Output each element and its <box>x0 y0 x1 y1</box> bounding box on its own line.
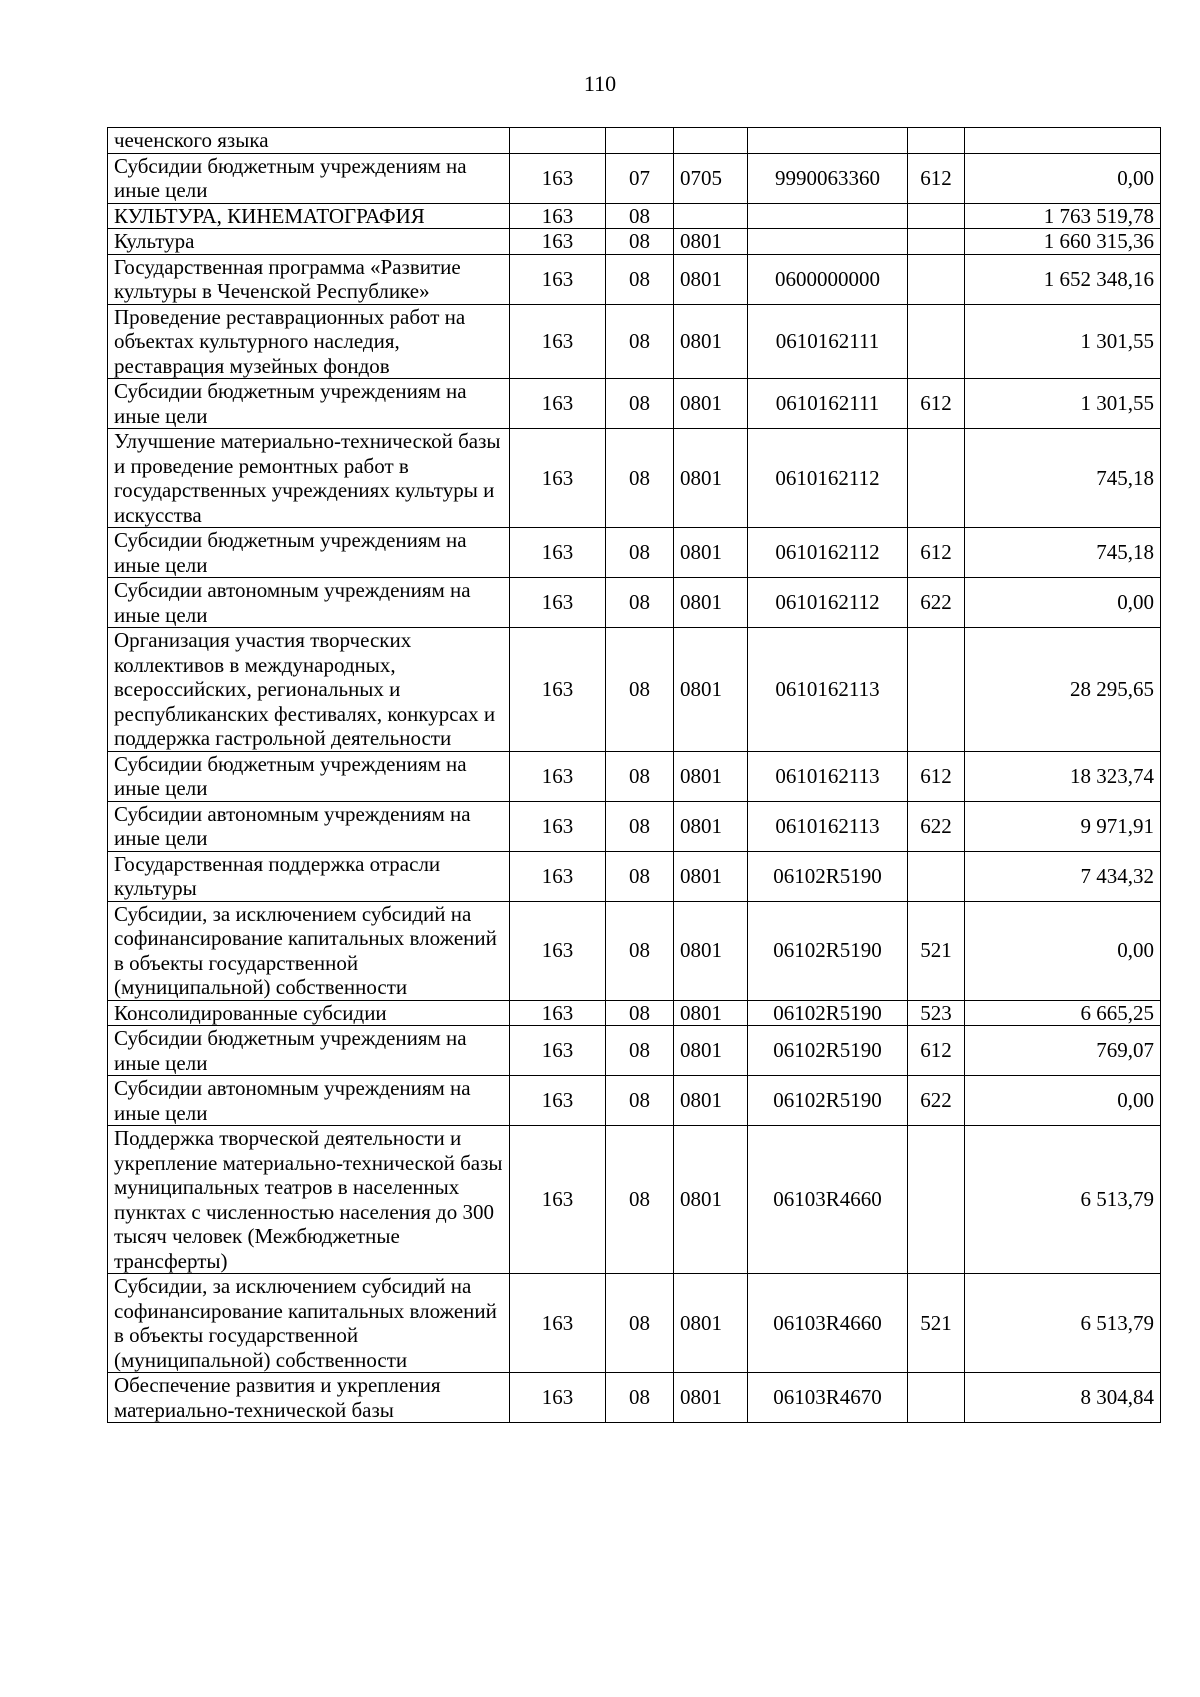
item-name: чеченского языка <box>108 128 510 154</box>
amount: 7 434,32 <box>965 851 1161 901</box>
subsection-code: 0801 <box>674 1274 748 1373</box>
table-row <box>108 379 1161 429</box>
expense-type-code <box>908 628 965 752</box>
subsection-code: 0801 <box>674 229 748 255</box>
target-article-code: 0600000000 <box>748 254 908 304</box>
amount: 745,18 <box>965 528 1161 578</box>
amount: 9 971,91 <box>965 801 1161 851</box>
table-row <box>108 1373 1161 1423</box>
ministry-code: 163 <box>510 1373 606 1423</box>
section-code: 08 <box>606 851 674 901</box>
section-code: 07 <box>606 153 674 203</box>
target-article-code: 06102R5190 <box>748 901 908 1000</box>
expense-type-code <box>908 851 965 901</box>
subsection-code: 0801 <box>674 1000 748 1026</box>
target-article-code: 0610162111 <box>748 379 908 429</box>
section-code: 08 <box>606 528 674 578</box>
section-code: 08 <box>606 254 674 304</box>
section-code: 08 <box>606 1076 674 1126</box>
amount: 769,07 <box>965 1026 1161 1076</box>
target-article-code: 0610162113 <box>748 801 908 851</box>
amount: 1 763 519,78 <box>965 203 1161 229</box>
amount: 1 301,55 <box>965 379 1161 429</box>
subsection-code: 0801 <box>674 429 748 528</box>
expense-type-code <box>908 1373 965 1423</box>
expense-type-code: 521 <box>908 901 965 1000</box>
section-code: 08 <box>606 751 674 801</box>
ministry-code: 163 <box>510 628 606 752</box>
section-code: 08 <box>606 901 674 1000</box>
table-row <box>108 1000 1161 1026</box>
expense-type-code: 612 <box>908 1026 965 1076</box>
expense-type-code <box>908 429 965 528</box>
table-row <box>108 578 1161 628</box>
table-row <box>108 304 1161 379</box>
item-name: Улучшение материально-технической базы и проведение ремонтных работ в государственных учреждениях культуры и искусства <box>108 429 510 528</box>
subsection-code: 0801 <box>674 1373 748 1423</box>
expense-type-code: 612 <box>908 528 965 578</box>
target-article-code: 0610162111 <box>748 304 908 379</box>
subsection-code: 0801 <box>674 801 748 851</box>
table-body <box>108 128 1161 1423</box>
amount: 28 295,65 <box>965 628 1161 752</box>
subsection-code: 0801 <box>674 578 748 628</box>
table-row <box>108 203 1161 229</box>
expense-type-code: 612 <box>908 379 965 429</box>
item-name: Государственная поддержка отрасли культуры <box>108 851 510 901</box>
target-article-code: 0610162112 <box>748 528 908 578</box>
ministry-code: 163 <box>510 304 606 379</box>
item-name: Проведение реставрационных работ на объектах культурного наследия, реставрация музейных фондов <box>108 304 510 379</box>
item-name: КУЛЬТУРА, КИНЕМАТОГРАФИЯ <box>108 203 510 229</box>
subsection-code: 0801 <box>674 528 748 578</box>
amount: 1 652 348,16 <box>965 254 1161 304</box>
ministry-code: 163 <box>510 153 606 203</box>
subsection-code: 0801 <box>674 379 748 429</box>
amount: 0,00 <box>965 901 1161 1000</box>
item-name: Государственная программа «Развитие культуры в Чеченской Республике» <box>108 254 510 304</box>
target-article-code: 06103R4670 <box>748 1373 908 1423</box>
ministry-code: 163 <box>510 751 606 801</box>
ministry-code <box>510 128 606 154</box>
amount <box>965 128 1161 154</box>
ministry-code: 163 <box>510 528 606 578</box>
ministry-code: 163 <box>510 1026 606 1076</box>
section-code: 08 <box>606 578 674 628</box>
item-name: Субсидии, за исключением субсидий на софинансирование капитальных вложений в объекты государственной (муниципальной) собственности <box>108 1274 510 1373</box>
ministry-code: 163 <box>510 429 606 528</box>
expense-type-code <box>908 203 965 229</box>
amount: 0,00 <box>965 578 1161 628</box>
amount: 0,00 <box>965 153 1161 203</box>
item-name: Организация участия творческих коллективов в международных, всероссийских, региональных и республиканских фестивалях, конкурсах и поддержка гастрольной деятельности <box>108 628 510 752</box>
item-name: Субсидии бюджетным учреждениям на иные цели <box>108 751 510 801</box>
subsection-code: 0801 <box>674 254 748 304</box>
item-name: Консолидированные субсидии <box>108 1000 510 1026</box>
section-code: 08 <box>606 379 674 429</box>
subsection-code: 0801 <box>674 1026 748 1076</box>
target-article-code: 06103R4660 <box>748 1274 908 1373</box>
subsection-code: 0801 <box>674 628 748 752</box>
table-row <box>108 229 1161 255</box>
table-row <box>108 851 1161 901</box>
expense-type-code: 612 <box>908 751 965 801</box>
section-code: 08 <box>606 1373 674 1423</box>
amount: 6 665,25 <box>965 1000 1161 1026</box>
table-row <box>108 128 1161 154</box>
target-article-code: 0610162112 <box>748 578 908 628</box>
section-code: 08 <box>606 1000 674 1026</box>
amount: 8 304,84 <box>965 1373 1161 1423</box>
section-code: 08 <box>606 429 674 528</box>
section-code: 08 <box>606 801 674 851</box>
amount: 745,18 <box>965 429 1161 528</box>
item-name: Субсидии автономным учреждениям на иные цели <box>108 801 510 851</box>
ministry-code: 163 <box>510 801 606 851</box>
ministry-code: 163 <box>510 229 606 255</box>
target-article-code: 06103R4660 <box>748 1126 908 1274</box>
amount: 0,00 <box>965 1076 1161 1126</box>
target-article-code: 06102R5190 <box>748 1026 908 1076</box>
table-row <box>108 153 1161 203</box>
subsection-code: 0801 <box>674 751 748 801</box>
expense-type-code: 622 <box>908 578 965 628</box>
section-code: 08 <box>606 203 674 229</box>
section-code: 08 <box>606 1126 674 1274</box>
item-name: Обеспечение развития и укрепления материально-технической базы <box>108 1373 510 1423</box>
section-code: 08 <box>606 1274 674 1373</box>
table-row <box>108 528 1161 578</box>
table-row <box>108 801 1161 851</box>
ministry-code: 163 <box>510 254 606 304</box>
page-number: 110 <box>583 71 617 96</box>
target-article-code <box>748 128 908 154</box>
section-code: 08 <box>606 304 674 379</box>
item-name: Субсидии бюджетным учреждениям на иные цели <box>108 1026 510 1076</box>
amount: 1 660 315,36 <box>965 229 1161 255</box>
amount: 6 513,79 <box>965 1126 1161 1274</box>
expense-type-code <box>908 229 965 255</box>
expense-type-code <box>908 254 965 304</box>
subsection-code: 0801 <box>674 851 748 901</box>
section-code: 08 <box>606 1026 674 1076</box>
table-row <box>108 254 1161 304</box>
ministry-code: 163 <box>510 379 606 429</box>
budget-table <box>107 127 1161 1423</box>
target-article-code: 06102R5190 <box>748 1076 908 1126</box>
subsection-code: 0801 <box>674 1076 748 1126</box>
item-name: Субсидии бюджетным учреждениям на иные цели <box>108 528 510 578</box>
amount: 6 513,79 <box>965 1274 1161 1373</box>
table-row <box>108 1126 1161 1274</box>
ministry-code: 163 <box>510 851 606 901</box>
section-code: 08 <box>606 628 674 752</box>
table-row <box>108 1026 1161 1076</box>
expense-type-code: 521 <box>908 1274 965 1373</box>
expense-type-code: 612 <box>908 153 965 203</box>
ministry-code: 163 <box>510 901 606 1000</box>
table-row <box>108 628 1161 752</box>
item-name: Субсидии бюджетным учреждениям на иные цели <box>108 153 510 203</box>
table-row <box>108 1076 1161 1126</box>
ministry-code: 163 <box>510 1274 606 1373</box>
item-name: Поддержка творческой деятельности и укрепление материально-технической базы муниципальных театров в населенных пунктах с численностью населения до 300 тысяч человек (Межбюджетные трансферты) <box>108 1126 510 1274</box>
ministry-code: 163 <box>510 1076 606 1126</box>
section-code: 08 <box>606 229 674 255</box>
ministry-code: 163 <box>510 203 606 229</box>
table-row <box>108 429 1161 528</box>
target-article-code: 0610162113 <box>748 751 908 801</box>
item-name: Субсидии автономным учреждениям на иные цели <box>108 1076 510 1126</box>
section-code <box>606 128 674 154</box>
expense-type-code <box>908 128 965 154</box>
target-article-code <box>748 203 908 229</box>
table-row <box>108 901 1161 1000</box>
target-article-code: 06102R5190 <box>748 1000 908 1026</box>
subsection-code: 0801 <box>674 304 748 379</box>
expense-type-code: 523 <box>908 1000 965 1026</box>
expense-type-code: 622 <box>908 1076 965 1126</box>
subsection-code <box>674 128 748 154</box>
expense-type-code: 622 <box>908 801 965 851</box>
item-name: Субсидии, за исключением субсидий на софинансирование капитальных вложений в объекты государственной (муниципальной) собственности <box>108 901 510 1000</box>
ministry-code: 163 <box>510 1126 606 1274</box>
target-article-code: 0610162112 <box>748 429 908 528</box>
subsection-code: 0801 <box>674 1126 748 1274</box>
ministry-code: 163 <box>510 578 606 628</box>
target-article-code: 9990063360 <box>748 153 908 203</box>
target-article-code: 0610162113 <box>748 628 908 752</box>
target-article-code <box>748 229 908 255</box>
item-name: Культура <box>108 229 510 255</box>
expense-type-code <box>908 304 965 379</box>
item-name: Субсидии бюджетным учреждениям на иные цели <box>108 379 510 429</box>
expense-type-code <box>908 1126 965 1274</box>
subsection-code <box>674 203 748 229</box>
table-row <box>108 1274 1161 1373</box>
ministry-code: 163 <box>510 1000 606 1026</box>
subsection-code: 0705 <box>674 153 748 203</box>
item-name: Субсидии автономным учреждениям на иные цели <box>108 578 510 628</box>
amount: 1 301,55 <box>965 304 1161 379</box>
amount: 18 323,74 <box>965 751 1161 801</box>
subsection-code: 0801 <box>674 901 748 1000</box>
target-article-code: 06102R5190 <box>748 851 908 901</box>
table-row <box>108 751 1161 801</box>
